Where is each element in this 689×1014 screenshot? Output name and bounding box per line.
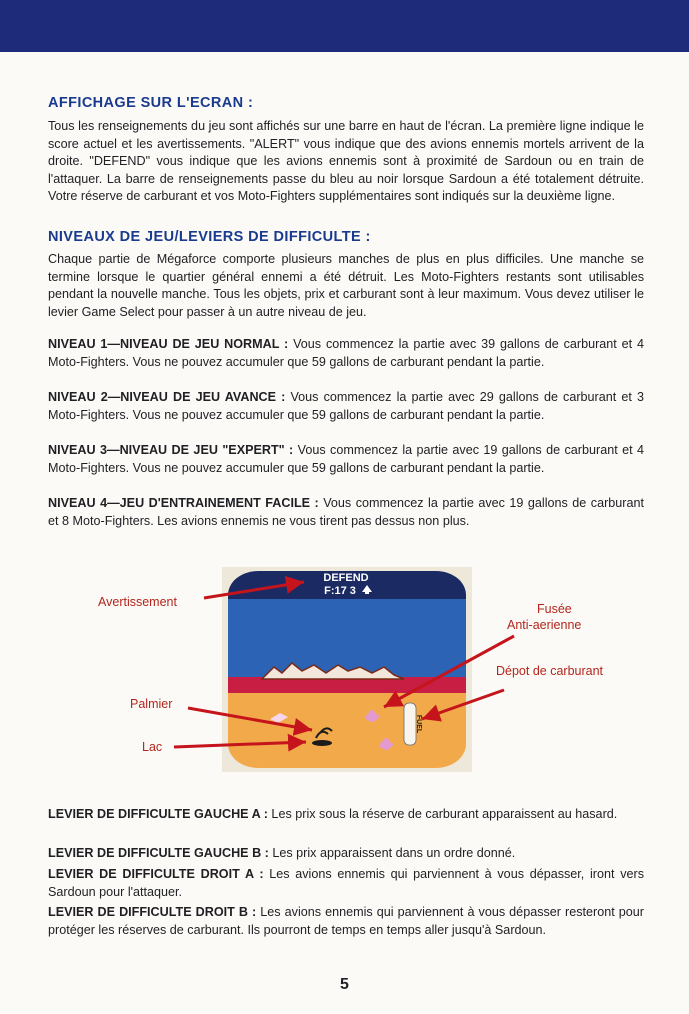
arrow-depot: [422, 690, 504, 719]
hud-alert-text: DEFEND: [323, 572, 369, 584]
lever-droit-b-text: Les avions ennemis qui parviennent à vous dépasser resteront pour protéger les réserves de carburant. Ils pourront de temps en temps aller jusqu'à Sardoun.: [48, 905, 644, 937]
arrow-avertissement: [204, 582, 304, 598]
caption-lac: Lac: [142, 740, 163, 754]
level-3-text: Vous commencez la partie avec 19 gallons de carburant et 4 Moto-Fighters. Vous ne pouvez accumuler que 59 gallons de carburant pendant la partie.: [48, 443, 644, 475]
lever-droit-b-label: LEVIER DE DIFFICULTE DROIT B :: [48, 905, 257, 919]
section-body-affichage: Tous les renseignements du jeu sont affichés sur une barre en haut de l'écran. La première ligne indique le score actuel et les avertissements. "ALERT" vous indique que des avions ennemis mortels arrivent de la droite. "DEFEND" vous indique que les avions ennemis sont à proximité de Sardoun ou en train de l'attaquer. La barre de renseignements passe du bleu au noir lorsque Sardoun a été totalement détruite. Votre réserve de carburant et vos Moto-Fighters supplémentaires sont indiqués sur la deuxième ligne.: [48, 119, 644, 203]
arrow-fusee: [384, 636, 514, 707]
section-intro-niveaux: Chaque partie de Mégaforce comporte plusieurs manches de plus en plus difficiles. Une manche se termine lorsque le quartier général ennemi a été détruit. Les Moto-Fighters restants sont utilisables pendant la nouvelle manche. Tous les objets, prix et carburant sont à leur maximum. Vous devez utiliser le levier Game Select pour passer à un autre niveau de jeu.: [48, 252, 644, 319]
level-4-label: NIVEAU 4—JEU D'ENTRAINEMENT FACILE :: [48, 496, 319, 510]
page-number: 5: [340, 976, 349, 993]
lever-gauche-a: [48, 806, 644, 824]
lever-droit-a: [48, 866, 644, 901]
hud-fuel-text: F:17 3: [324, 585, 356, 597]
lever-gauche-a-text: Les prix sous la réserve de carburant apparaissent au hasard.: [267, 807, 618, 821]
arrow-lac: [174, 742, 306, 747]
arrow-palmier: [188, 708, 312, 730]
caption-avertissement: Avertissement: [98, 595, 177, 609]
lever-gauche-b-label: LEVIER DE DIFFICULTE GAUCHE B :: [48, 846, 269, 860]
caption-palmier: Palmier: [130, 697, 173, 711]
level-2-label: NIVEAU 2—NIVEAU DE JEU AVANCE :: [48, 390, 286, 404]
level-2-text: Vous commencez la partie avec 29 gallons de carburant et 3 Moto-Fighters. Vous ne pouvez accumuler que 59 gallons de carburant pendant la partie.: [48, 390, 644, 422]
fuel-label: FUEL: [415, 714, 422, 734]
caption-fusee: Fusée: [537, 602, 572, 616]
section-heading-niveaux: NIVEAUX DE JEU/LEVIERS DE DIFFICULTE :: [48, 229, 371, 245]
level-1-label: NIVEAU 1—NIVEAU DE JEU NORMAL :: [48, 337, 289, 351]
level-3-label: NIVEAU 3—NIVEAU DE JEU "EXPERT" :: [48, 443, 294, 457]
level-4-text: Vous commencez la partie avec 19 gallons de carburant et 8 Moto-Fighters. Les avions ennemis ne vous tirent pas dessus non plus.: [48, 496, 644, 528]
lever-gauche-b-text: Les prix apparaissent dans un ordre donné.: [268, 846, 516, 860]
lever-droit-a-text: Les avions ennemis qui parviennent à vous dépasser, iront vers Sardoun pour l'attaquer.: [48, 867, 644, 899]
lever-droit-a-label: LEVIER DE DIFFICULTE DROIT A :: [48, 867, 264, 881]
caption-anti-aerienne: Anti-aerienne: [507, 618, 582, 632]
lever-droit-b: [48, 904, 644, 939]
level-1-text: Vous commencez la partie avec 39 gallons de carburant et 4 Moto-Fighters. Vous ne pouvez accumuler que 59 gallons de carburant pendant la partie.: [48, 337, 644, 369]
lever-gauche-a-label: LEVIER DE DIFFICULTE GAUCHE A :: [48, 807, 268, 821]
caption-depot: Dépot de carburant: [496, 664, 604, 678]
section-heading-affichage: AFFICHAGE SUR L'ECRAN :: [48, 95, 254, 111]
lever-gauche-b: [48, 845, 644, 863]
